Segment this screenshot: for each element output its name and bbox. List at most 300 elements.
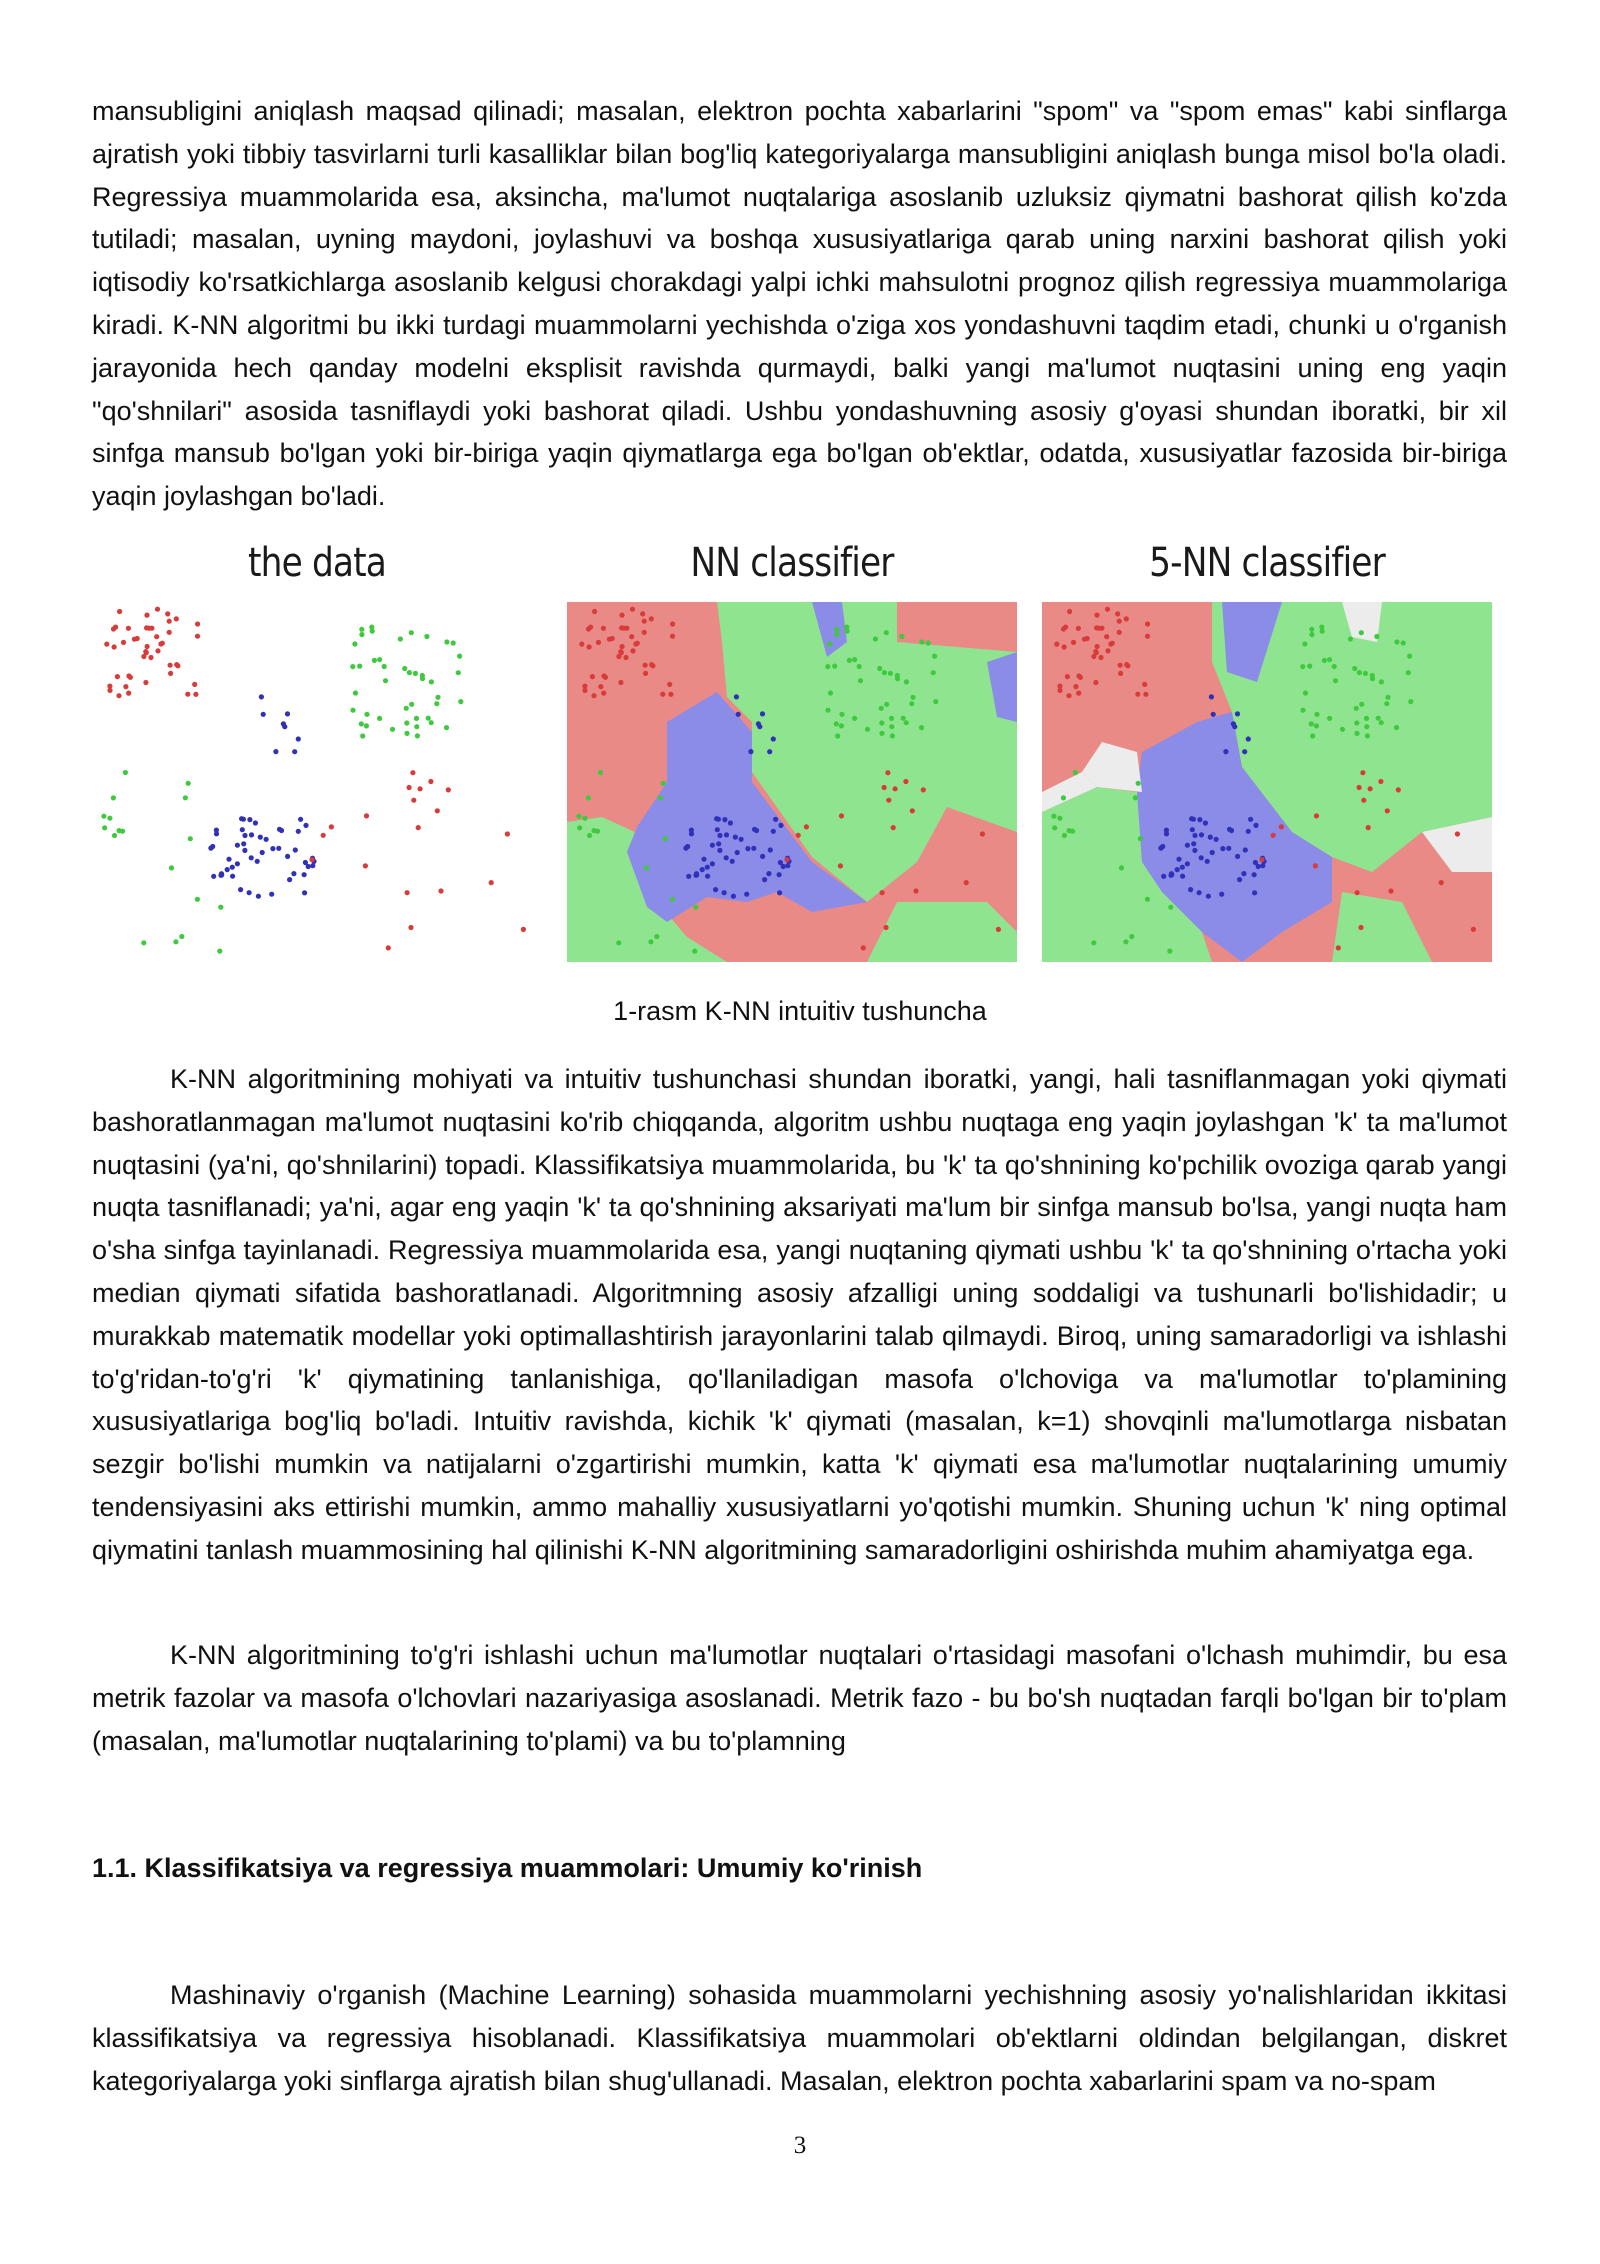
- red-point: [1259, 857, 1264, 862]
- green-point: [407, 670, 412, 675]
- red-point: [1124, 616, 1129, 621]
- green-point: [834, 627, 839, 632]
- green-point: [1300, 708, 1305, 713]
- blue-point: [705, 874, 710, 879]
- red-point: [601, 691, 606, 696]
- red-point: [921, 787, 926, 792]
- red-point: [670, 634, 675, 639]
- red-point: [1093, 680, 1098, 685]
- green-point: [1354, 731, 1359, 736]
- red-point: [596, 640, 601, 645]
- green-point: [586, 795, 591, 800]
- red-point: [1105, 607, 1110, 612]
- red-point: [505, 831, 510, 836]
- green-point: [904, 679, 909, 684]
- red-point: [1117, 619, 1122, 624]
- green-point: [173, 939, 178, 944]
- blue-point: [1205, 859, 1210, 864]
- green-point: [879, 706, 884, 711]
- blue-point: [778, 823, 783, 828]
- red-point: [386, 945, 391, 950]
- red-point: [1076, 691, 1081, 696]
- green-point: [693, 905, 698, 910]
- red-point: [1118, 663, 1123, 668]
- green-point: [873, 636, 878, 641]
- green-point: [1307, 664, 1312, 669]
- green-point: [884, 702, 889, 707]
- green-point: [879, 731, 884, 736]
- data-scatter-plot: [92, 602, 542, 962]
- green-point: [1309, 627, 1314, 632]
- red-point: [416, 825, 421, 830]
- green-point: [1364, 724, 1369, 729]
- red-point: [883, 925, 888, 930]
- red-point: [364, 813, 369, 818]
- red-point: [1118, 671, 1123, 676]
- red-point: [168, 663, 173, 668]
- red-point: [104, 642, 109, 647]
- red-point: [1105, 648, 1110, 653]
- red-point: [1097, 626, 1102, 631]
- green-point: [1061, 795, 1066, 800]
- blue-point: [766, 871, 771, 876]
- blue-point: [1197, 890, 1202, 895]
- green-point: [828, 690, 833, 695]
- blue-point: [1241, 871, 1246, 876]
- green-point: [350, 664, 355, 669]
- red-point: [1313, 863, 1318, 868]
- blue-point: [302, 890, 307, 895]
- blue-point: [1203, 820, 1208, 825]
- blue-point: [771, 736, 776, 741]
- blue-point: [1211, 712, 1216, 717]
- green-point: [1374, 634, 1379, 639]
- green-point: [1332, 664, 1337, 669]
- green-point: [101, 814, 106, 819]
- red-point: [980, 831, 985, 836]
- blue-point: [1192, 848, 1197, 853]
- blue-point: [686, 874, 691, 879]
- blue-point: [1188, 887, 1193, 892]
- red-point: [1082, 637, 1087, 642]
- blue-point: [1176, 857, 1181, 862]
- green-point: [663, 836, 668, 841]
- blue-point: [733, 835, 738, 840]
- blue-point: [303, 823, 308, 828]
- green-point: [458, 699, 463, 704]
- green-point: [217, 949, 222, 954]
- green-point: [1357, 670, 1362, 675]
- green-point: [141, 940, 146, 945]
- green-point: [1408, 699, 1413, 704]
- red-point: [1094, 613, 1099, 618]
- green-point: [1327, 716, 1332, 721]
- green-point: [377, 657, 382, 662]
- green-point: [451, 640, 456, 645]
- red-point: [1117, 630, 1122, 635]
- green-point: [457, 654, 462, 659]
- green-point: [644, 865, 649, 870]
- green-point: [434, 701, 439, 706]
- blue-point: [1260, 863, 1265, 868]
- blue-point: [208, 846, 213, 851]
- green-point: [1123, 939, 1128, 944]
- red-point: [121, 640, 126, 645]
- green-point: [670, 897, 675, 902]
- blue-point: [1180, 874, 1185, 879]
- green-point: [879, 720, 884, 725]
- red-point: [148, 655, 153, 660]
- red-point: [1071, 640, 1076, 645]
- paragraph-3: K-NN algoritmining to'g'ri ishlashi uchun ma'lumotlar nuqtalari o'rtasidagi masofani o'lchash muhimdir, bu esa metrik fazolar va masofa o'lchovlari nazariyasiga asoslanadi. Metrik fazo - bu bo'sh nuqtadan farqli bo'lgan bir to'plam (masalan, ma'lumotlar nuqtalarining to'plami) va bu to'plamning: [92, 1640, 1507, 1756]
- red-point: [435, 808, 440, 813]
- red-point: [882, 785, 887, 790]
- green-point: [398, 636, 403, 641]
- blue-point: [1226, 846, 1231, 851]
- green-point: [926, 640, 931, 645]
- green-point: [582, 816, 587, 821]
- red-point: [630, 648, 635, 653]
- green-point: [1129, 934, 1134, 939]
- red-point: [630, 607, 635, 612]
- green-point: [1352, 666, 1357, 671]
- red-point: [893, 786, 898, 791]
- blue-point: [247, 817, 252, 822]
- panel-title-nn: NN classifier: [690, 540, 894, 586]
- red-point: [1145, 634, 1150, 639]
- red-point: [784, 857, 789, 862]
- red-point: [117, 609, 122, 614]
- blue-point: [253, 820, 258, 825]
- blue-point: [1252, 890, 1257, 895]
- blue-point: [276, 846, 281, 851]
- red-point: [1439, 880, 1444, 885]
- blue-point: [264, 837, 269, 842]
- green-point: [1303, 690, 1308, 695]
- green-point: [415, 733, 420, 738]
- red-point: [107, 688, 112, 693]
- green-point: [844, 625, 849, 630]
- red-point: [1388, 888, 1393, 893]
- red-point: [112, 644, 117, 649]
- blue-point: [730, 859, 735, 864]
- green-point: [426, 716, 431, 721]
- green-point: [186, 781, 191, 786]
- red-point: [126, 626, 131, 631]
- red-point: [1110, 641, 1115, 646]
- red-point: [132, 637, 137, 642]
- green-point: [179, 934, 184, 939]
- blue-point: [694, 871, 699, 876]
- red-point: [1271, 833, 1276, 838]
- blue-point: [285, 711, 290, 716]
- red-point: [1396, 787, 1401, 792]
- red-point: [587, 644, 592, 649]
- blue-point: [1208, 835, 1213, 840]
- blue-point: [748, 749, 753, 754]
- red-point: [1098, 655, 1103, 660]
- red-point: [623, 655, 628, 660]
- green-point: [1057, 816, 1062, 821]
- blue-point: [701, 857, 706, 862]
- blue-point: [1199, 855, 1204, 860]
- red-point: [601, 626, 606, 631]
- blue-point: [259, 694, 264, 699]
- red-point: [649, 662, 654, 667]
- red-point: [438, 888, 443, 893]
- green-point: [372, 658, 377, 663]
- green-point: [1401, 640, 1406, 645]
- green-point: [1333, 678, 1338, 683]
- red-point: [115, 674, 120, 679]
- red-point: [643, 663, 648, 668]
- green-point: [364, 712, 369, 717]
- green-point: [1394, 725, 1399, 730]
- green-point: [909, 701, 914, 706]
- red-point: [1385, 808, 1390, 813]
- blue-point: [293, 847, 298, 852]
- blue-point: [1256, 864, 1261, 869]
- blue-point: [744, 892, 749, 897]
- blue-point: [1237, 877, 1242, 882]
- red-point: [123, 684, 128, 689]
- blue-point: [298, 817, 303, 822]
- red-point: [147, 626, 152, 631]
- blue-point: [1220, 846, 1225, 851]
- red-point: [329, 824, 334, 829]
- red-point: [660, 692, 665, 697]
- red-point: [363, 863, 368, 868]
- blue-point: [785, 863, 790, 868]
- green-point: [1119, 865, 1124, 870]
- green-point: [884, 630, 889, 635]
- green-point: [827, 641, 832, 646]
- blue-point: [211, 874, 216, 879]
- blue-point: [717, 848, 722, 853]
- blue-point: [724, 832, 729, 837]
- red-point: [1142, 682, 1147, 687]
- red-point: [1357, 785, 1362, 790]
- red-point: [891, 825, 896, 830]
- blue-point: [281, 721, 286, 726]
- red-point: [168, 671, 173, 676]
- green-point: [576, 814, 581, 819]
- 5nn-classifier-panel: [1042, 602, 1492, 962]
- green-point: [658, 795, 663, 800]
- green-point: [889, 724, 894, 729]
- red-point: [635, 641, 640, 646]
- blue-point: [1219, 892, 1224, 897]
- blue-point: [241, 841, 246, 846]
- blue-point: [1243, 847, 1248, 852]
- red-point: [408, 925, 413, 930]
- green-point: [1314, 723, 1319, 728]
- green-point: [364, 723, 369, 728]
- blue-point: [310, 863, 315, 868]
- green-point: [1384, 701, 1389, 706]
- blue-point: [768, 847, 773, 852]
- red-point: [1355, 890, 1360, 895]
- blue-point: [273, 749, 278, 754]
- figure-caption: 1-rasm K-NN intuitiv tushuncha: [613, 996, 987, 1026]
- red-point: [964, 880, 969, 885]
- green-point: [1394, 639, 1399, 644]
- green-point: [444, 639, 449, 644]
- red-point: [1360, 770, 1365, 775]
- green-point: [102, 825, 107, 830]
- red-point: [193, 692, 198, 697]
- red-point: [838, 863, 843, 868]
- red-point: [910, 808, 915, 813]
- green-point: [195, 897, 200, 902]
- green-point: [847, 658, 852, 663]
- green-point: [888, 671, 893, 676]
- blue-point: [296, 829, 301, 834]
- green-point: [360, 733, 365, 738]
- green-point: [1327, 657, 1332, 662]
- blue-point: [710, 843, 715, 848]
- blue-point: [760, 711, 765, 716]
- green-point: [409, 630, 414, 635]
- red-point: [405, 890, 410, 895]
- green-point: [899, 634, 904, 639]
- green-point: [595, 829, 600, 834]
- blue-point: [1185, 861, 1190, 866]
- green-point: [1365, 733, 1370, 738]
- red-point: [880, 890, 885, 895]
- blue-point: [751, 846, 756, 851]
- green-point: [435, 695, 440, 700]
- red-point: [1145, 621, 1150, 626]
- green-point: [1354, 720, 1359, 725]
- green-point: [1314, 712, 1319, 717]
- green-point: [858, 678, 863, 683]
- red-point: [407, 785, 412, 790]
- red-point: [903, 779, 908, 784]
- blue-point: [249, 832, 254, 837]
- green-point: [429, 720, 434, 725]
- green-point: [587, 833, 592, 838]
- red-point: [588, 625, 593, 630]
- red-point: [1065, 674, 1070, 679]
- green-point: [444, 725, 449, 730]
- red-point: [1073, 684, 1078, 689]
- red-point: [167, 619, 172, 624]
- nn-classifier-panel: [567, 602, 1017, 962]
- blue-point: [241, 817, 246, 822]
- blue-point: [258, 835, 263, 840]
- green-point: [1310, 733, 1315, 738]
- red-point: [1143, 692, 1148, 697]
- blue-point: [773, 817, 778, 822]
- green-point: [120, 829, 125, 834]
- red-point: [521, 927, 526, 932]
- blue-point: [735, 850, 740, 855]
- green-point: [404, 706, 409, 711]
- blue-point: [1175, 867, 1180, 872]
- green-point: [111, 795, 116, 800]
- green-point: [183, 795, 188, 800]
- green-point: [648, 939, 653, 944]
- page-number: 3: [793, 2132, 807, 2159]
- paragraph-1: mansubligini aniqlash maqsad qilinadi; masalan, elektron pochta xabarlarini "spom" va "spom emas" kabi sinflarga ajratish yoki tibbiy tasvirlarni turli kasalliklar bilan bog'liq kategoriyalarga mansubligini aniqlash bunga misol bo'la oladi. Regressiya muammolarida esa, aksincha, ma'lumot nuqtalariga asoslanib uzluksiz qiymatni bashorat qilish ko'zda tutiladi; masalan, uyning maydoni, joylashuvi va boshqa xususiyatlariga qarab uning narxini bashorat qilish yoki iqtisodiy ko'rsatkichlarga asoslanib kelgusi chorakdagi yalpi ichki mahsulotni prognoz qilish regressiya muammolariga kiradi. K-NN algoritmi bu ikki turdagi muammolarni yechishda o'ziga xos yondashuvni taqdim etadi, chunki u o'rganish jarayonida hech qanday modelni eksplisit ravishda qurmaydi, balki yangi ma'lumot nuqtasini uning eng yaqin "qo'shnilari" asosida tasniflaydi yoki bashorat qiladi. Ushbu yondashuvning asosiy g'oyasi shundan iboratki, bir xil sinfga mansub bo'lgan yoki bir-biriga yaqin qiymatlarga ega bo'lgan ob'ektlar, odatda, xususiyatlar fazosida bir-biriga yaqin joylashgan bo'ladi.: [92, 96, 1507, 512]
- blue-point: [683, 846, 688, 851]
- green-point: [933, 699, 938, 704]
- blue-point: [1214, 837, 1219, 842]
- red-point: [618, 649, 623, 654]
- blue-point: [1158, 846, 1163, 851]
- green-point: [1340, 727, 1345, 732]
- red-point: [309, 857, 314, 862]
- green-point: [359, 721, 364, 726]
- red-point: [616, 654, 621, 659]
- blue-point: [279, 828, 284, 833]
- green-point: [857, 664, 862, 669]
- red-point: [1063, 625, 1068, 630]
- green-point: [1070, 829, 1075, 834]
- blue-point: [240, 827, 245, 832]
- red-point: [1124, 662, 1129, 667]
- green-point: [377, 716, 382, 721]
- red-point: [796, 833, 801, 838]
- blue-point: [734, 694, 739, 699]
- blue-point: [226, 857, 231, 862]
- green-point: [825, 708, 830, 713]
- red-point: [1368, 786, 1373, 791]
- green-point: [112, 833, 117, 838]
- red-point: [195, 634, 200, 639]
- blue-point: [1235, 854, 1240, 859]
- red-point: [167, 630, 172, 635]
- red-point: [195, 621, 200, 626]
- red-point: [618, 680, 623, 685]
- blue-point: [728, 820, 733, 825]
- green-point: [404, 731, 409, 736]
- red-point: [1066, 693, 1071, 698]
- green-point: [169, 865, 174, 870]
- blue-point: [242, 833, 247, 838]
- green-point: [895, 676, 900, 681]
- red-point: [144, 613, 149, 618]
- green-point: [1309, 721, 1314, 726]
- blue-point: [260, 850, 265, 855]
- blue-point: [302, 872, 307, 877]
- blue-point: [716, 817, 721, 822]
- green-point: [1052, 825, 1057, 830]
- red-point: [622, 626, 627, 631]
- blue-point: [1235, 711, 1240, 716]
- blue-point: [1248, 817, 1253, 822]
- green-point: [616, 940, 621, 945]
- green-point: [1309, 632, 1314, 637]
- blue-point: [242, 848, 247, 853]
- red-point: [155, 607, 160, 612]
- green-point: [901, 716, 906, 721]
- green-point: [456, 670, 461, 675]
- red-point: [670, 621, 675, 626]
- blue-point: [777, 890, 782, 895]
- green-point: [919, 639, 924, 644]
- blue-point: [710, 861, 715, 866]
- green-point: [1354, 706, 1359, 711]
- green-point: [889, 716, 894, 721]
- red-point: [446, 787, 451, 792]
- blue-point: [219, 871, 224, 876]
- blue-point: [771, 829, 776, 834]
- red-point: [642, 619, 647, 624]
- red-point: [143, 680, 148, 685]
- green-point: [919, 725, 924, 730]
